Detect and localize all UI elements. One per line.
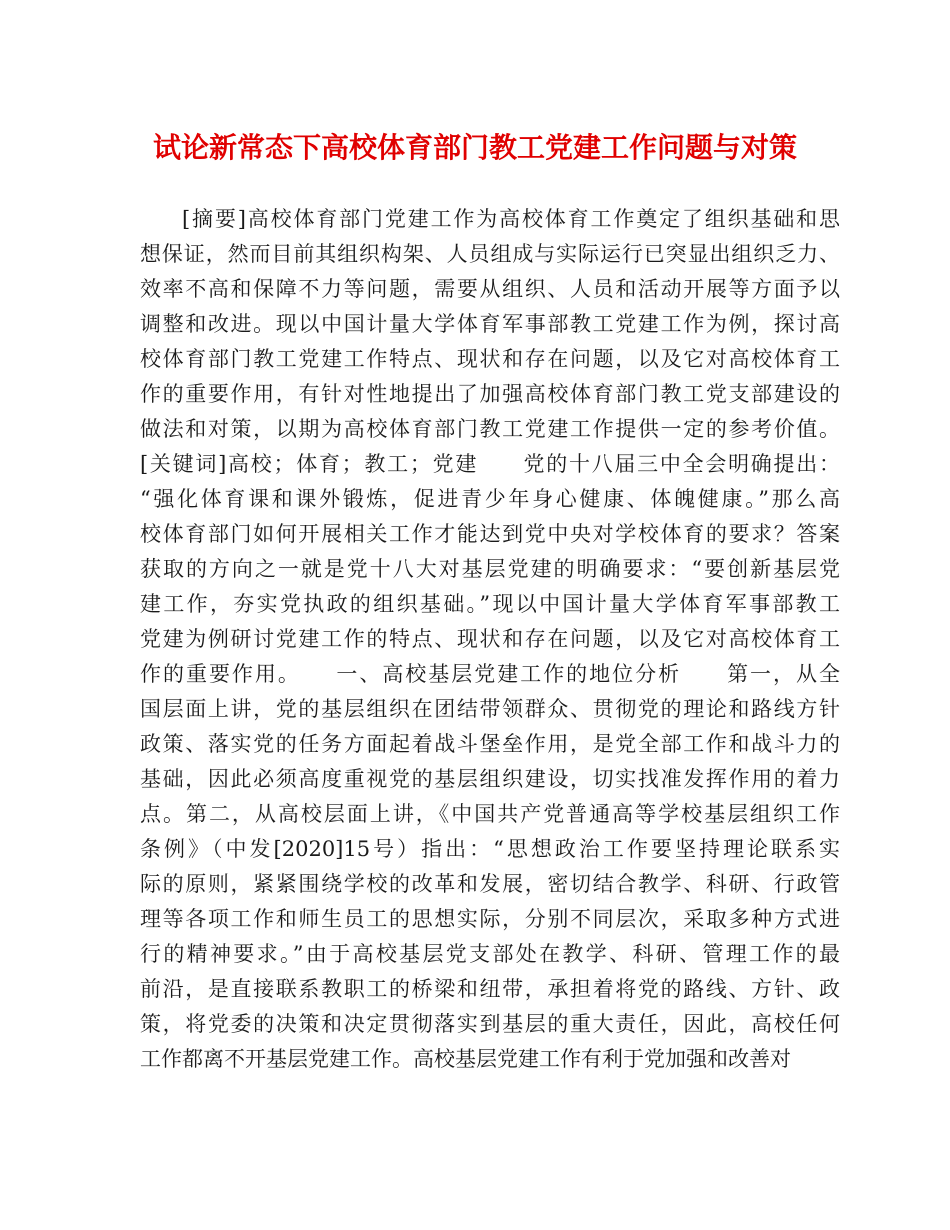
document-title: 试论新常态下高校体育部门教工党建工作问题与对策 [152, 131, 797, 164]
paragraph-line: 理等各项工作和师生员工的思想实际，分别不同层次，采取多种方式进 [140, 907, 840, 931]
paragraph-line: 国层面上讲，党的基层组织在团结带领群众、贯彻党的理论和路线方针 [140, 697, 840, 721]
paragraph-line: 政策、落实党的任务方面起着战斗堡垒作用，是党全部工作和战斗力的 [140, 732, 840, 756]
paragraph-line: “强化体育课和课外锻炼，促进青少年身心健康、体魄健康。”那么高 [140, 487, 840, 511]
paragraph-line: 行的精神要求。”由于高校基层党支部处在教学、科研、管理工作的最 [140, 942, 840, 966]
paragraph-line: 策，将党委的决策和决定贯彻落实到基层的重大责任，因此，高校任何 [140, 1012, 840, 1036]
paragraph-line: 作的重要作用，有针对性地提出了加强高校体育部门教工党支部建设的 [140, 382, 840, 406]
document-body [140, 202, 840, 1077]
paragraph-line: 调整和改进。现以中国计量大学体育军事部教工党建工作为例，探讨高 [140, 312, 840, 336]
paragraph-line: 校体育部门如何开展相关工作才能达到党中央对学校体育的要求？答案 [140, 522, 840, 546]
paragraph-line: 作的重要作用。 一、高校基层党建工作的地位分析 第一，从全 [140, 662, 840, 686]
paragraph-line: 前沿，是直接联系教职工的桥梁和纽带，承担着将党的路线、方针、政 [140, 977, 840, 1001]
paragraph-line: 效率不高和保障不力等问题，需要从组织、人员和活动开展等方面予以 [140, 277, 840, 301]
paragraph-line: 点。第二，从高校层面上讲，《中国共产党普通高等学校基层组织工作 [140, 802, 840, 826]
paragraph-line: 做法和对策，以期为高校体育部门教工党建工作提供一定的参考价值。 [140, 417, 840, 441]
paragraph-line: 获取的方向之一就是党十八大对基层党建的明确要求：“要创新基层党 [140, 557, 840, 581]
paragraph-line: 际的原则，紧紧围绕学校的改革和发展，密切结合教学、科研、行政管 [140, 872, 840, 896]
paragraph-line: 党建为例研讨党建工作的特点、现状和存在问题，以及它对高校体育工 [140, 627, 840, 651]
paragraph-line: 建工作，夯实党执政的组织基础。”现以中国计量大学体育军事部教工 [140, 592, 840, 616]
paragraph-line: 基础，因此必须高度重视党的基层组织建设，切实找准发挥作用的着力 [140, 767, 840, 791]
paragraph-line: [关键词]高校；体育；教工；党建 党的十八届三中全会明确提出： [140, 452, 840, 476]
paragraph-line: 工作都离不开基层党建工作。高校基层党建工作有利于党加强和改善对 [140, 1047, 791, 1071]
paragraph-line: 想保证，然而目前其组织构架、人员组成与实际运行已突显出组织乏力、 [140, 242, 840, 266]
paragraph-line: 校体育部门教工党建工作特点、现状和存在问题，以及它对高校体育工 [140, 347, 840, 371]
paragraph-line: [摘要]高校体育部门党建工作为高校体育工作奠定了组织基础和思 [182, 207, 840, 231]
paragraph-line: 条例》（中发[2020]15号）指出：“思想政治工作要坚持理论联系实 [140, 837, 840, 861]
